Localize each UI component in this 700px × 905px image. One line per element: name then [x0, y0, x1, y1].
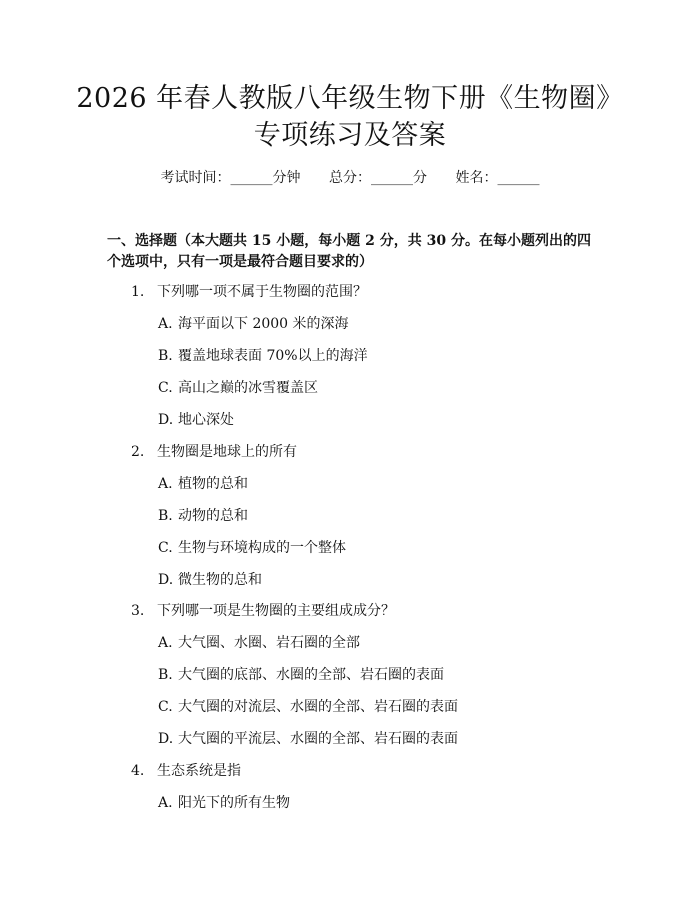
question-text: 下列哪一项不属于生物圈的范围？	[157, 284, 367, 300]
option-text: 植物的总和	[178, 476, 248, 492]
question-2-option-a	[158, 474, 248, 494]
question-2-option-d	[158, 570, 262, 590]
question-1-option-b	[158, 346, 368, 366]
option-letter: B.	[158, 348, 173, 364]
question-1	[131, 282, 367, 302]
option-text: 大气圈的底部、水圈的全部、岩石圈的表面	[178, 667, 444, 683]
option-text: 海平面以下 2000 米的深海	[178, 316, 349, 332]
question-1-option-a	[158, 314, 349, 334]
question-2-option-c	[158, 538, 346, 558]
option-text: 大气圈、水圈、岩石圈的全部	[178, 635, 360, 651]
question-4	[131, 761, 241, 781]
option-letter: A.	[158, 635, 173, 651]
option-letter: D.	[158, 731, 174, 747]
option-text: 动物的总和	[178, 508, 248, 524]
option-letter: A.	[158, 795, 173, 811]
question-2-option-b	[158, 506, 248, 526]
option-text: 覆盖地球表面 70%以上的海洋	[178, 348, 368, 364]
question-4-option-a	[158, 793, 290, 813]
question-3-option-a	[158, 633, 360, 653]
document-title-line-1: 2026 年春人教版八年级生物下册《生物圈》	[76, 83, 624, 114]
option-letter: D.	[158, 412, 174, 428]
question-3-option-b	[158, 665, 444, 685]
question-2	[131, 442, 297, 462]
option-letter: B.	[158, 667, 173, 683]
question-number: 4.	[131, 763, 145, 779]
option-text: 地心深处	[178, 412, 234, 428]
option-text: 阳光下的所有生物	[178, 795, 290, 811]
option-letter: C.	[158, 380, 173, 396]
document-title-line-2: 专项练习及答案	[253, 120, 447, 151]
exam-time-field: 考试时间：______分钟	[160, 170, 301, 186]
option-text: 大气圈的平流层、水圈的全部、岩石圈的表面	[178, 731, 458, 747]
option-text: 高山之巅的冰雪覆盖区	[178, 380, 318, 396]
option-letter: A.	[158, 316, 173, 332]
question-number: 1.	[131, 284, 145, 300]
option-letter: D.	[158, 572, 174, 588]
exam-score-field: 总分：______分	[329, 170, 427, 186]
question-text: 下列哪一项是生物圈的主要组成成分？	[157, 603, 395, 619]
question-3-option-c	[158, 697, 458, 717]
exam-name-field: 姓名：______	[455, 170, 540, 186]
question-text: 生态系统是指	[157, 763, 241, 779]
question-number: 2.	[131, 444, 145, 460]
option-letter: C.	[158, 699, 173, 715]
question-1-option-d	[158, 410, 234, 430]
section-1-header: 一、选择题（本大题共 15 小题，每小题 2 分，共 30 分。在每小题列出的四个选项中，只有一项是最符合题目要求的）	[107, 233, 591, 270]
option-letter: C.	[158, 540, 173, 556]
question-1-option-c	[158, 378, 318, 398]
question-text: 生物圈是地球上的所有	[157, 444, 297, 460]
option-letter: B.	[158, 508, 173, 524]
exam-info	[0, 168, 700, 188]
option-text: 大气圈的对流层、水圈的全部、岩石圈的表面	[178, 699, 458, 715]
option-text: 微生物的总和	[178, 572, 262, 588]
question-number: 3.	[131, 603, 145, 619]
option-text: 生物与环境构成的一个整体	[178, 540, 346, 556]
question-3-option-d	[158, 729, 458, 749]
option-letter: A.	[158, 476, 173, 492]
question-3	[131, 601, 395, 621]
